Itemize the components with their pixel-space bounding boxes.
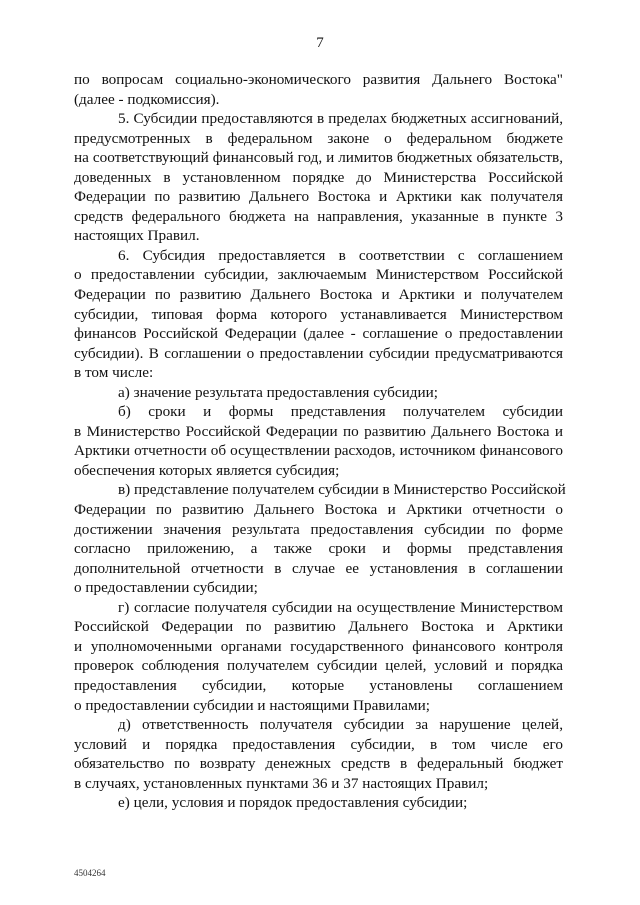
text-line: доведенных в установленном порядке до Министерства Российской [74, 168, 563, 186]
text-line: 5. Субсидии предоставляются в пределах бюджетных ассигнований, [118, 110, 563, 128]
text-line: настоящих Правил. [74, 227, 200, 245]
text-line: проверок соблюдения получателем субсидии целей, условий и порядка [74, 657, 563, 675]
text-line: Российской Федерации по развитию Дальнего Востока и Арктики [74, 618, 563, 636]
text-line: достижении значения результата предоставления субсидии по форме [74, 520, 563, 538]
text-line: е) цели, условия и порядок предоставления субсидии; [118, 794, 468, 812]
document-code: 4504264 [74, 868, 106, 878]
text-line: в Министерство Российской Федерации по развитию Дальнего Востока и [74, 422, 563, 440]
text-line: субсидии). В соглашении о предоставлении субсидии предусматриваются [74, 344, 563, 362]
text-line: Федерации по развитию Дальнего Востока и Арктики отчетности о [74, 501, 563, 519]
document-body [74, 70, 566, 813]
text-line: о предоставлении субсидии и настоящими Правилами; [74, 696, 430, 714]
text-line: г) согласие получателя субсидии на осуществление Министерством [118, 598, 563, 616]
text-line: условий и порядка предоставления субсидии, в том числе его [74, 735, 563, 753]
text-line: в том числе: [74, 364, 154, 382]
text-line: согласно приложению, а также сроки и формы представления [74, 540, 563, 558]
text-line: обеспечения которых является субсидия; [74, 461, 340, 479]
text-line: дополнительной отчетности в случае ее установления в соглашении [74, 559, 563, 577]
text-line: на соответствующий финансовый год, и лимитов бюджетных обязательств, [74, 149, 563, 167]
text-line: Федерации по развитию Дальнего Востока и Арктики и получателем [74, 286, 563, 304]
text-line: б) сроки и формы представления получателем субсидии [118, 403, 563, 421]
text-line: д) ответственность получателя субсидии за нарушение целей, [118, 716, 563, 734]
text-line: предусмотренных в федеральном законе о федеральном бюджете [74, 129, 563, 147]
text-line: финансов Российской Федерации (далее - соглашение о предоставлении [74, 325, 563, 343]
text-line: средств федерального бюджета на направления, указанные в пункте 3 [74, 207, 563, 225]
page-number: 7 [316, 35, 324, 51]
text-line: в) представление получателем субсидии в Министерство Российской [118, 481, 566, 499]
text-line: и уполномоченными органами государственного финансового контроля [74, 637, 563, 655]
text-line: 6. Субсидия предоставляется в соответствии с соглашением [118, 246, 563, 264]
text-line: о предоставлении субсидии; [74, 579, 258, 597]
text-line: субсидии, типовая форма которого устанавливается Министерством [74, 305, 563, 323]
text-line: по вопросам социально-экономического развития Дальнего Востока" [74, 71, 563, 88]
text-line: а) значение результата предоставления субсидии; [118, 383, 438, 401]
text-line: Федерации по развитию Дальнего Востока и Арктики как получателя [74, 188, 563, 206]
text-line: Арктики отчетности об осуществлении расходов, источником финансового [74, 442, 563, 460]
text-line: обязательство по возврату денежных средств в федеральный бюджет [74, 755, 563, 773]
text-line: (далее - подкомиссия). [74, 90, 220, 108]
text-line: предоставления субсидии, которые установлены соглашением [74, 676, 563, 694]
text-line: в случаях, установленных пунктами 36 и 37 настоящих Правил; [74, 774, 489, 792]
text-line: о предоставлении субсидии, заключаемым Министерством Российской [74, 266, 563, 284]
